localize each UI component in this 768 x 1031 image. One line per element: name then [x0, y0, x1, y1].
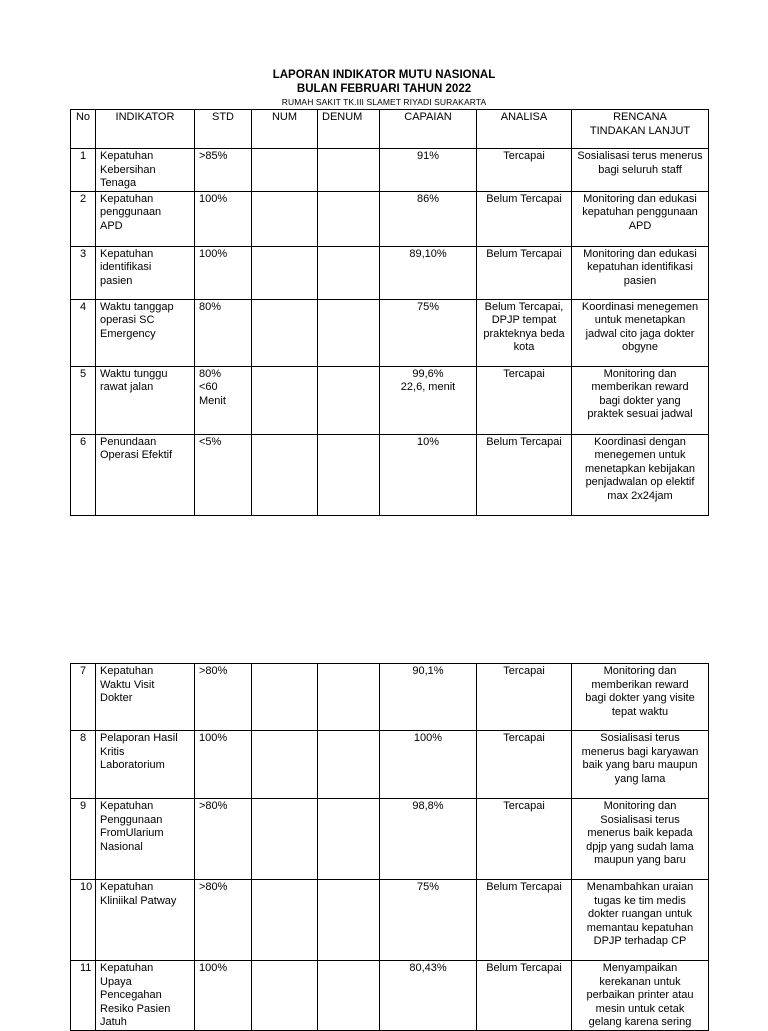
cell-num	[252, 731, 318, 799]
cell-indikator: Pelaporan Hasil Kritis Laboratorium	[96, 731, 195, 799]
table-row	[71, 731, 709, 799]
cell-indikator: Kepatuhan identifikasi pasien	[96, 246, 195, 299]
cell-rencana: Monitoring dan edukasi kepatuhan penggunaan APD	[572, 191, 709, 246]
cell-capaian: 75%	[380, 299, 477, 366]
cell-num	[252, 149, 318, 192]
report-period: BULAN FEBRUARI TAHUN 2022	[296, 83, 472, 95]
cell-denum	[318, 434, 380, 515]
cell-rencana: Menyampaikan kerekanan untuk perbaikan printer atau mesin untuk cetak gelang karena sering	[572, 961, 709, 1031]
cell-no: 5	[71, 366, 96, 434]
cell-std: 80% <60 Menit	[195, 366, 252, 434]
cell-capaian: 90,1%	[380, 664, 477, 731]
header-no: No	[71, 110, 96, 149]
table-row	[71, 664, 709, 731]
cell-indikator: Kepatuhan Kliniikal Patway	[96, 880, 195, 961]
cell-no: 1	[71, 149, 96, 192]
cell-analisa: Belum Tercapai	[477, 434, 572, 515]
cell-analisa: Tercapai	[477, 731, 572, 799]
cell-analisa: Tercapai	[477, 799, 572, 880]
cell-rencana: Monitoring dan edukasi kepatuhan identifikasi pasien	[572, 246, 709, 299]
cell-capaian: 99,6% 22,6, menit	[380, 366, 477, 434]
header-indikator: INDIKATOR	[96, 110, 195, 149]
cell-std: 100%	[195, 961, 252, 1031]
cell-no: 8	[71, 731, 96, 799]
header-denum: DENUM	[318, 110, 380, 149]
table-row	[71, 434, 709, 515]
cell-no: 10	[71, 880, 96, 961]
header-rencana: RENCANA TINDAKAN LANJUT	[572, 110, 709, 149]
cell-no: 2	[71, 191, 96, 246]
table-row	[71, 149, 709, 192]
table-row	[71, 880, 709, 961]
cell-capaian: 80,43%	[380, 961, 477, 1031]
hospital-name: RUMAH SAKIT TK.III SLAMET RIYADI SURAKARTA	[281, 97, 487, 107]
table-row	[71, 799, 709, 880]
cell-capaian: 86%	[380, 191, 477, 246]
cell-rencana: Monitoring dan memberikan reward bagi dokter yang visite tepat waktu	[572, 664, 709, 731]
cell-analisa: Belum Tercapai	[477, 246, 572, 299]
cell-denum	[318, 799, 380, 880]
cell-rencana: Koordinasi dengan menegemen untuk menetapkan kebijakan penjadwalan op elektif max 2x24jam	[572, 434, 709, 515]
cell-indikator: Kepatuhan Kebersihan Tenaga	[96, 149, 195, 192]
cell-denum	[318, 149, 380, 192]
indicator-table-page1	[70, 109, 709, 516]
cell-std: 80%	[195, 299, 252, 366]
cell-num	[252, 434, 318, 515]
cell-analisa: Belum Tercapai	[477, 191, 572, 246]
report-title: LAPORAN INDIKATOR MUTU NASIONAL	[272, 69, 496, 81]
cell-indikator: Kepatuhan Waktu Visit Dokter	[96, 664, 195, 731]
table-row	[71, 366, 709, 434]
cell-num	[252, 246, 318, 299]
cell-std: <5%	[195, 434, 252, 515]
cell-indikator: Kepatuhan penggunaan APD	[96, 191, 195, 246]
cell-no: 7	[71, 664, 96, 731]
cell-analisa: Tercapai	[477, 366, 572, 434]
header-capaian: CAPAIAN	[380, 110, 477, 149]
header-analisa: ANALISA	[477, 110, 572, 149]
cell-std: 100%	[195, 246, 252, 299]
table-row	[71, 299, 709, 366]
cell-num	[252, 799, 318, 880]
cell-denum	[318, 191, 380, 246]
cell-analisa: Tercapai	[477, 149, 572, 192]
cell-std: >80%	[195, 664, 252, 731]
cell-no: 9	[71, 799, 96, 880]
cell-no: 11	[71, 961, 96, 1031]
table-row	[71, 246, 709, 299]
cell-std: 100%	[195, 191, 252, 246]
cell-indikator: Penundaan Operasi Efektif	[96, 434, 195, 515]
cell-num	[252, 299, 318, 366]
cell-capaian: 91%	[380, 149, 477, 192]
cell-no: 4	[71, 299, 96, 366]
cell-capaian: 100%	[380, 731, 477, 799]
cell-rencana: Sosialisasi terus menerus bagi seluruh staff	[572, 149, 709, 192]
cell-indikator: Waktu tunggu rawat jalan	[96, 366, 195, 434]
table-header-row	[71, 110, 709, 149]
cell-num	[252, 366, 318, 434]
table-row	[71, 191, 709, 246]
cell-rencana: Koordinasi menegemen untuk menetapkan jadwal cito jaga dokter obgyne	[572, 299, 709, 366]
cell-num	[252, 191, 318, 246]
header-num: NUM	[252, 110, 318, 149]
cell-std: >80%	[195, 799, 252, 880]
cell-num	[252, 880, 318, 961]
cell-capaian: 75%	[380, 880, 477, 961]
cell-denum	[318, 246, 380, 299]
cell-indikator: Kepatuhan Upaya Pencegahan Resiko Pasien Jatuh	[96, 961, 195, 1031]
cell-denum	[318, 731, 380, 799]
cell-rencana: Menambahkan uraian tugas ke tim medis dokter ruangan untuk memantau kepatuhan DPJP terhadap CP	[572, 880, 709, 961]
header-std: STD	[195, 110, 252, 149]
cell-rencana: Sosialisasi terus menerus bagi karyawan baik yang baru maupun yang lama	[572, 731, 709, 799]
cell-std: >85%	[195, 149, 252, 192]
cell-std: 100%	[195, 731, 252, 799]
cell-capaian: 89,10%	[380, 246, 477, 299]
cell-denum	[318, 366, 380, 434]
cell-num	[252, 664, 318, 731]
cell-analisa: Belum Tercapai, DPJP tempat prakteknya beda kota	[477, 299, 572, 366]
cell-denum	[318, 880, 380, 961]
cell-std: >80%	[195, 880, 252, 961]
cell-denum	[318, 664, 380, 731]
cell-no: 6	[71, 434, 96, 515]
cell-capaian: 98,8%	[380, 799, 477, 880]
table-row	[71, 961, 709, 1031]
cell-denum	[318, 299, 380, 366]
cell-analisa: Belum Tercapai	[477, 880, 572, 961]
cell-indikator: Waktu tanggap operasi SC Emergency	[96, 299, 195, 366]
cell-rencana: Monitoring dan memberikan reward bagi dokter yang praktek sesuai jadwal	[572, 366, 709, 434]
cell-denum	[318, 961, 380, 1031]
cell-no: 3	[71, 246, 96, 299]
cell-indikator: Kepatuhan Penggunaan FromUlarium Nasional	[96, 799, 195, 880]
cell-analisa: Tercapai	[477, 664, 572, 731]
cell-capaian: 10%	[380, 434, 477, 515]
cell-analisa: Belum Tercapai	[477, 961, 572, 1031]
indicator-table-page2	[70, 663, 709, 1031]
cell-num	[252, 961, 318, 1031]
cell-rencana: Monitoring dan Sosialisasi terus menerus baik kepada dpjp yang sudah lama maupun yang baru	[572, 799, 709, 880]
